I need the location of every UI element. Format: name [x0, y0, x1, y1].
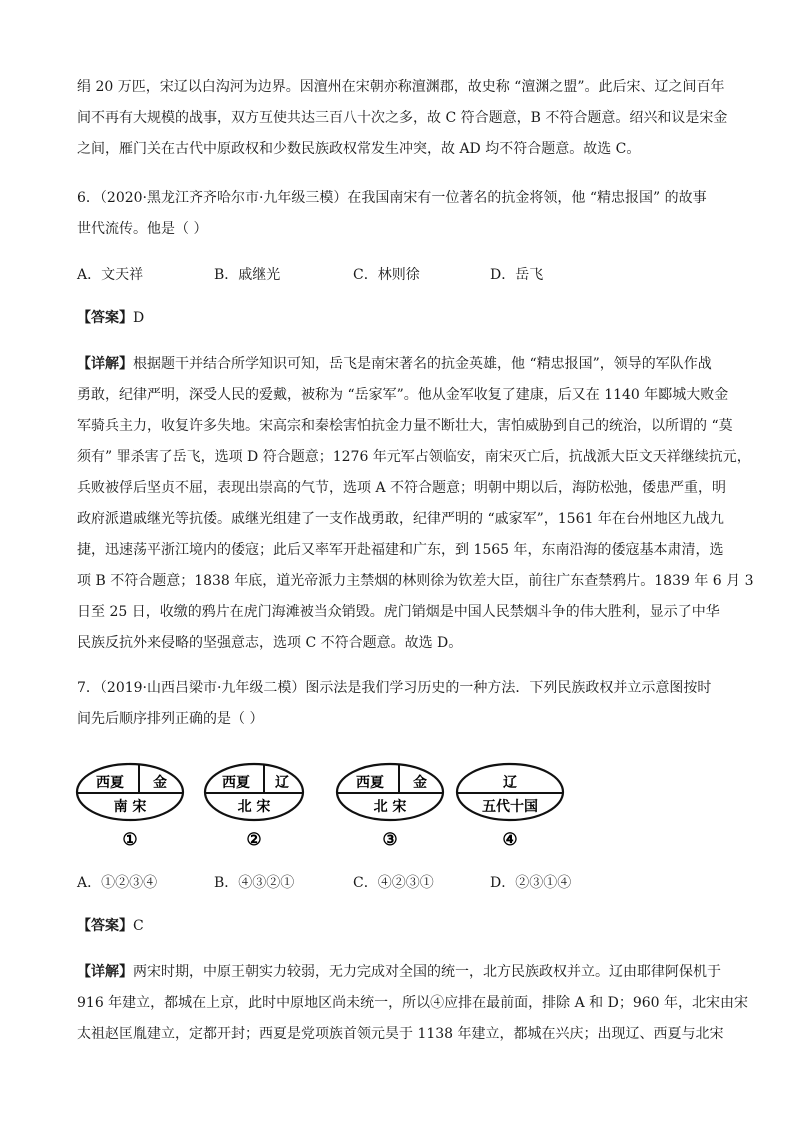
- text-line: 政府派遣戚继光等抗倭。戚继光组建了一支作战勇敢，纪律严明的 “戚家军”，1561 年在台州地区九战九: [77, 511, 724, 527]
- regime-label: 辽: [503, 775, 517, 791]
- diagram-number: ②: [246, 830, 262, 850]
- diagram-number: ④: [502, 830, 518, 850]
- text-line: 民族反抗外来侵略的坚强意志，选项 C 不符合题意。故选 D。: [77, 635, 463, 651]
- text-line: 之间，雁门关在古代中原政权和少数民族政权常发生冲突，故 AD 均不符合题意。故选 C。: [77, 141, 641, 157]
- regime-label: 北 宋: [373, 799, 407, 815]
- diagram-3: [337, 764, 443, 850]
- option-c: C．④②③①: [353, 875, 434, 891]
- text-line: 项 B 不符合题意；1838 年底，道光帝派力主禁烟的林则徐为钦差大臣，前往广东查禁鸦片。1839 年 6 月 3: [77, 573, 754, 589]
- text-line: 916 年建立，都城在上京，此时中原地区尚未统一，所以④应排在最前面，排除 A 和 D；960 年，北宋由宋: [77, 995, 749, 1011]
- text-line: 兵败被俘后坚贞不屈，表现出崇高的气节，选项 A 不符合题意；明朝中期以后，海防松弛，倭患严重，明: [77, 480, 727, 496]
- text-line: 捷，迅速荡平浙江境内的倭寇；此后又率军开赴福建和广东，到 1565 年，东南沿海的倭寇基本肃清，选: [77, 542, 724, 558]
- detail-tag: 【详解】: [77, 356, 133, 372]
- regime-label: 西夏: [96, 775, 124, 791]
- question-7-answer: [77, 911, 727, 942]
- option-a: A．①②③④: [77, 875, 158, 891]
- text-line: 勇敢，纪律严明，深受人民的爱戴，被称为 “岳家军”。他从金军收复了建康，后又在 1140 年郾城大败金: [77, 387, 729, 403]
- option-d: D．②③①④: [490, 875, 572, 891]
- question-6-answer: [77, 303, 727, 334]
- option-b: B．④③②①: [214, 875, 295, 891]
- answer-value: C: [133, 918, 144, 934]
- answer-tag: 【答案】: [77, 918, 133, 934]
- regime-label: 南 宋: [113, 799, 147, 815]
- regime-label: 西夏: [222, 775, 250, 791]
- question-6-detail: [77, 349, 754, 659]
- answer-value: D: [133, 310, 145, 326]
- text-line: 日至 25 日，收缴的鸦片在虎门海滩被当众销毁。虎门销烟是中国人民禁烟斗争的伟大胜利，显示了中华: [77, 604, 720, 620]
- question-6-stem: [77, 183, 727, 245]
- option-c: C．林则徐: [353, 267, 420, 283]
- option-b: B．戚继光: [214, 267, 281, 283]
- regime-label: 北 宋: [237, 799, 271, 815]
- diagram-number: ①: [122, 830, 138, 850]
- text-line: 间先后顺序排列正确的是（ ）: [77, 711, 264, 727]
- prev-explanation-paragraph: [77, 72, 727, 165]
- text-line: 7．（2019·山西吕梁市·九年级二模）图示法是我们学习历史的一种方法．下列民族政权并立示意图按时: [77, 680, 712, 696]
- answer-tag: 【答案】: [77, 310, 133, 326]
- text-line: 太祖赵匡胤建立，定都开封；西夏是党项族首领元昊于 1138 年建立，都城在兴庆；出现辽、西夏与北宋: [77, 1026, 724, 1042]
- regime-label: 辽: [275, 775, 289, 791]
- text-line: 须有” 罪杀害了岳飞，选项 D 符合题意；1276 年元军占领临安，南宋灭亡后，抗战派大臣文天祥继续抗元，: [77, 449, 751, 465]
- regime-label: 五代十国: [482, 799, 538, 815]
- regime-label: 金: [153, 775, 167, 791]
- option-d: D．岳飞: [490, 267, 544, 283]
- text-line: 世代流传。他是（ ）: [77, 221, 208, 237]
- diagram-4: [457, 764, 563, 850]
- diagram-1: [77, 764, 183, 850]
- detail-first-line: 两宋时期，中原王朝实力较弱，无力完成对全国的统一，北方民族政权并立。辽由耶律阿保机于: [133, 964, 721, 980]
- option-a: A．文天祥: [77, 267, 144, 283]
- diagram-2: [205, 764, 303, 850]
- text-line: 绢 20 万匹，宋辽以白沟河为边界。因澶州在宋朝亦称澶渊郡，故史称 “澶渊之盟”。此后宋、辽之间百年: [77, 79, 725, 95]
- detail-first-line: 根据题干并结合所学知识可知，岳飞是南宋著名的抗金英雄，他 “精忠报国”，领导的军队作战: [133, 356, 712, 372]
- text-line: 6．（2020·黑龙江齐齐哈尔市·九年级三模）在我国南宋有一位著名的抗金将领，他 “精忠报国” 的故事: [77, 190, 707, 206]
- regime-label: 金: [413, 775, 427, 791]
- diagram-number: ③: [382, 830, 398, 850]
- question-7-detail: [77, 957, 749, 1050]
- text-line: 间不再有大规模的战事，双方互使共达三百八十次之多，故 C 符合题意，B 不符合题意。绍兴和议是宋金: [77, 110, 728, 126]
- detail-tag: 【详解】: [77, 964, 133, 980]
- regime-label: 西夏: [356, 775, 384, 791]
- regime-diagrams: [74, 760, 574, 860]
- question-7-stem: [77, 673, 727, 735]
- text-line: 军骑兵主力，收复许多失地。宋高宗和秦桧害怕抗金力量不断壮大，害怕威胁到自己的统治，以所谓的 “莫: [77, 418, 733, 434]
